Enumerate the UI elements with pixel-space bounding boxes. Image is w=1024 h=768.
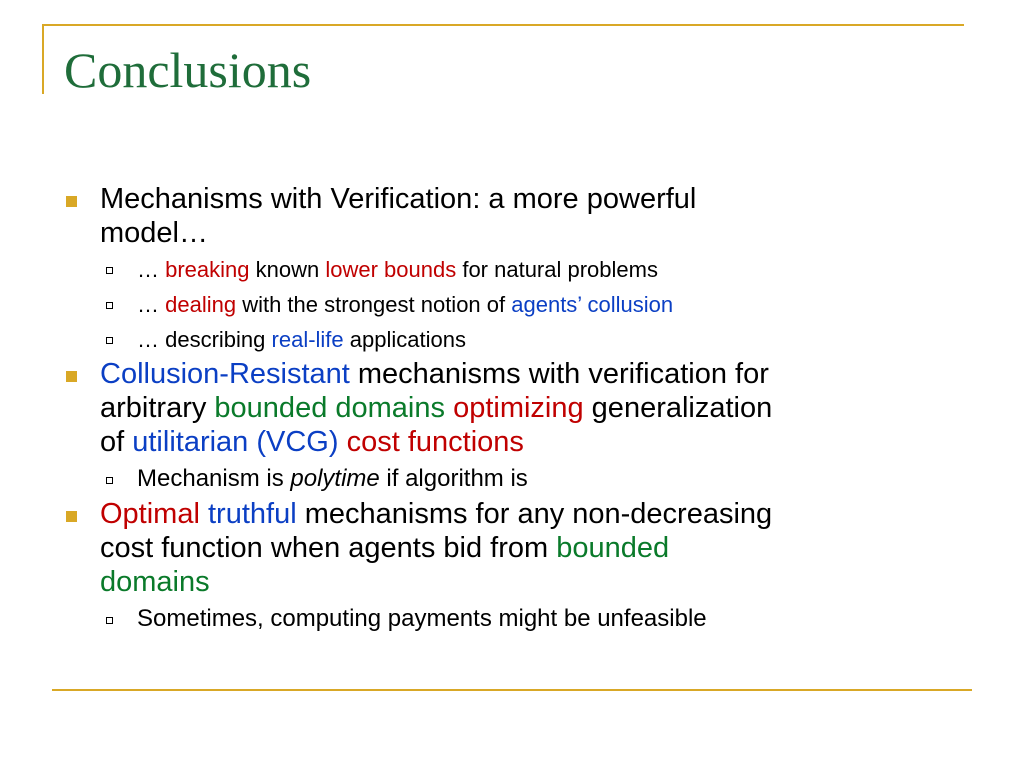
hollow-square-bullet-icon	[106, 267, 113, 274]
sub-text: Sometimes, computing payments might be unfeasible	[137, 605, 707, 632]
highlight-collusion-resistant: Collusion-Resistant	[100, 358, 350, 390]
bullet-text-line: model…	[100, 217, 208, 249]
frame-top-line	[42, 24, 964, 26]
sub-text: Mechanism is	[137, 465, 291, 492]
bullet-text: cost function when agents bid from	[100, 532, 557, 564]
italic-polytime: polytime	[290, 465, 380, 492]
highlight-truthful: truthful	[207, 498, 297, 530]
bullet-text: of	[100, 426, 133, 458]
sub-bullet-dealing	[60, 287, 965, 322]
slide-title: Conclusions	[64, 42, 312, 98]
sub-bullet-breaking	[60, 252, 965, 287]
hollow-square-bullet-icon	[106, 337, 113, 344]
square-bullet-icon	[66, 196, 77, 207]
sub-text: known	[249, 257, 326, 282]
sub-text: if algorithm is	[379, 465, 528, 492]
sub-text: for natural problems	[456, 257, 658, 282]
highlight-optimizing: optimizing	[453, 392, 584, 424]
bullet-text-line: Mechanisms with Verification: a more powerful	[100, 183, 697, 215]
hollow-square-bullet-icon	[106, 477, 113, 484]
bullet-text: mechanisms with verification for	[349, 358, 769, 390]
sub-bullet-payments	[60, 601, 965, 637]
highlight-real-life: real-life	[271, 327, 344, 352]
sub-bullet-real-life	[60, 322, 965, 357]
square-bullet-icon	[66, 511, 77, 522]
highlight-agents-collusion: agents’ collusion	[511, 292, 674, 317]
bullet-text: arbitrary	[100, 392, 215, 424]
square-bullet-icon	[66, 371, 77, 382]
highlight-lower-bounds: lower bounds	[325, 257, 457, 282]
highlight-bounded: bounded	[556, 532, 670, 564]
hollow-square-bullet-icon	[106, 617, 113, 624]
highlight-bounded-domains: bounded domains	[214, 392, 445, 424]
sub-text: …	[137, 292, 166, 317]
bullet-collusion-resistant	[60, 357, 965, 459]
sub-text: …	[137, 257, 166, 282]
highlight-breaking: breaking	[165, 257, 250, 282]
bullet-text: generalization	[583, 392, 773, 424]
sub-text: … describing	[137, 327, 272, 352]
bullet-text: mechanisms for any non-decreasing	[296, 498, 773, 530]
bullet-optimal-truthful	[60, 497, 965, 599]
hollow-square-bullet-icon	[106, 302, 113, 309]
frame-left-line	[42, 24, 44, 94]
sub-bullet-polytime	[60, 461, 965, 497]
highlight-optimal: Optimal	[100, 498, 200, 530]
frame-bottom-line	[52, 689, 972, 691]
bullet-mechanisms-verification	[60, 182, 965, 250]
highlight-domains: domains	[100, 566, 210, 598]
sub-text: applications	[343, 327, 466, 352]
highlight-cost-functions: cost functions	[346, 426, 524, 458]
highlight-dealing: dealing	[165, 292, 237, 317]
slide-content	[60, 182, 965, 637]
sub-text: with the strongest notion of	[236, 292, 512, 317]
highlight-utilitarian-vcg: utilitarian (VCG)	[132, 426, 339, 458]
